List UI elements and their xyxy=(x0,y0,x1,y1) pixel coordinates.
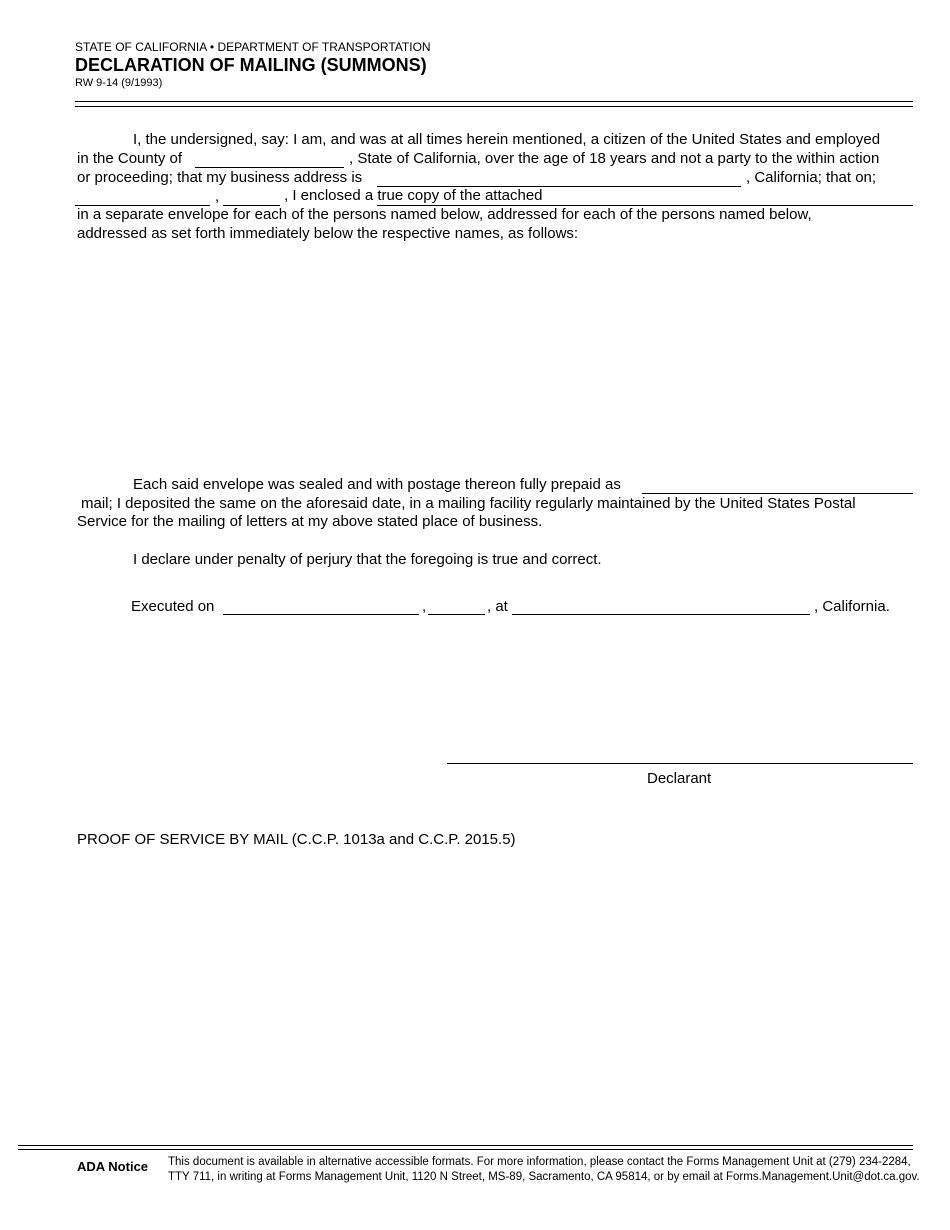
attached-document-field[interactable] xyxy=(559,188,913,206)
ada-notice-line-2: TTY 711, in writing at Forms Management Unit, 1120 N Street, MS-89, Sacramento, CA 95814, or by email at Forms.Management.Unit@dot.ca.gov. xyxy=(168,1171,920,1183)
executed-on-label: Executed on xyxy=(131,598,215,615)
ada-notice-label: ADA Notice xyxy=(77,1159,149,1174)
mailing-year-field[interactable] xyxy=(223,188,280,206)
addressee-area[interactable] xyxy=(75,250,913,465)
mailing-line-3: Service for the mailing of letters at my above stated place of business. xyxy=(77,513,543,530)
executed-place-field[interactable] xyxy=(512,597,810,615)
footer-divider-top xyxy=(18,1145,913,1146)
executed-date-field[interactable] xyxy=(223,597,419,615)
agency-line: STATE OF CALIFORNIA • DEPARTMENT OF TRANSPORTATION xyxy=(75,40,431,54)
executed-at: , at xyxy=(487,598,508,615)
form-number: RW 9-14 (9/1993) xyxy=(75,77,163,89)
mailing-line-1: Each said envelope was sealed and with postage thereon fully prepaid as xyxy=(133,476,621,493)
footer-divider-bottom xyxy=(18,1149,913,1150)
postage-class-field[interactable] xyxy=(642,476,913,494)
header-divider-bottom xyxy=(75,106,913,107)
declarant-label: Declarant xyxy=(647,770,712,787)
california-that-on: , California; that on; xyxy=(746,169,877,186)
mailing-line-2: mail; I deposited the same on the aforesaid date, in a mailing facility regularly maintained by the United States Postal xyxy=(81,495,856,512)
declaration-line-2-rest: , State of California, over the age of 18 years and not a party to the within action xyxy=(349,150,880,167)
declaration-line-1: I, the undersigned, say: I am, and was at all times herein mentioned, a citizen of the United States and employed xyxy=(133,131,881,148)
business-address-label: or proceeding; that my business address is xyxy=(77,169,363,186)
header-divider-top xyxy=(75,101,913,102)
business-address-field[interactable] xyxy=(377,169,741,187)
declaration-line-6: addressed as set forth immediately below the respective names, as follows: xyxy=(77,225,579,242)
proof-of-service-title: PROOF OF SERVICE BY MAIL (C.C.P. 1013a and C.C.P. 2015.5) xyxy=(77,831,516,848)
enclosed-copy-text: , I enclosed a true copy of the attached xyxy=(284,187,543,204)
ada-notice-line-1: This document is available in alternative accessible formats. For more information, please contact the Forms Management Unit at (279) 234-2284, xyxy=(168,1156,911,1168)
county-label: in the County of xyxy=(77,150,183,167)
declaration-line-5: in a separate envelope for each of the persons named below, addressed for each of the persons named below, xyxy=(77,206,812,223)
county-field[interactable] xyxy=(195,150,344,168)
executed-year-field[interactable] xyxy=(428,597,485,615)
perjury-statement: I declare under penalty of perjury that the foregoing is true and correct. xyxy=(133,551,602,568)
form-title: DECLARATION OF MAILING (SUMMONS) xyxy=(75,55,427,75)
signature-line[interactable] xyxy=(447,763,913,764)
executed-comma: , xyxy=(422,598,427,615)
executed-california: , California. xyxy=(814,598,890,615)
date-comma: , xyxy=(215,188,220,205)
mailing-date-field[interactable] xyxy=(75,188,210,206)
